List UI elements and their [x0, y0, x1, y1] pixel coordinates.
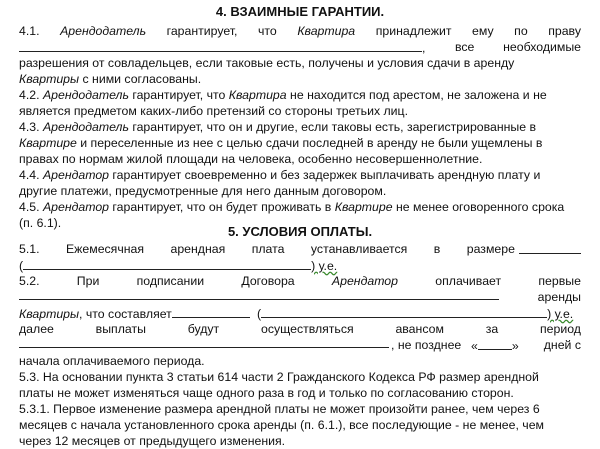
blank-field-sum[interactable]: [172, 305, 250, 318]
clause-5-2-line-5: [19, 337, 581, 353]
text: дней с: [543, 338, 581, 352]
word: праву: [548, 24, 581, 38]
clause-4-5-line-1: [19, 199, 581, 215]
word: гарантирует,: [166, 24, 238, 38]
text: гарантирует, что он будет проживать в: [109, 200, 335, 214]
clause-number: 4.4.: [19, 168, 43, 182]
clause-5-3-line-2: платы не может изменяться чаще одного раза в год и только по согласованию сторон.: [19, 386, 514, 400]
word: аренды: [537, 290, 581, 304]
term-tenant: Арендатор: [42, 200, 110, 214]
word: арендная: [170, 242, 226, 256]
word: ему: [472, 24, 494, 38]
blank-field[interactable]: [19, 39, 422, 52]
clause-4-3-line-3: правах по нормам жилой площади на человека, особенно несовершеннолетние.: [19, 152, 483, 166]
blank-field-sum-words[interactable]: [261, 305, 547, 318]
term-landlord: Арендодатель: [42, 120, 129, 134]
clause-5-1-line-1: [19, 241, 581, 257]
blank-field-months[interactable]: [19, 287, 499, 300]
word: оплачивает: [435, 274, 502, 288]
word: необходимые: [503, 40, 581, 54]
term-apartment: Квартира: [297, 24, 356, 38]
clause-5-1-line-2: [19, 257, 581, 273]
text: гарантирует, что он и другие, если таковы есть, зарегистрированные в: [128, 120, 537, 134]
clause-5-2-line-6: начала оплачиваемого периода.: [19, 354, 205, 368]
clause-4-1-line-1: [19, 23, 581, 39]
section-4-heading: 4. ВЗАИМНЫЕ ГАРАНТИИ.: [215, 4, 385, 19]
term-landlord: Арендодатель: [60, 24, 147, 38]
paren-open: (: [257, 307, 262, 321]
text: , не позднее: [391, 338, 462, 352]
clause-5-3-line-1: 5.3. На основании пункта 3 статьи 614 части 2 Гражданского Кодекса РФ размер арендной: [19, 370, 539, 384]
clause-number: 4.1.: [19, 24, 40, 38]
word: за: [485, 322, 499, 336]
word: по: [514, 24, 528, 38]
word: далее: [19, 322, 54, 336]
clause-number: 4.3.: [19, 120, 43, 134]
text: не менее оговоренного срока: [392, 200, 565, 214]
word: осуществляться: [260, 322, 354, 336]
word: Ежемесячная: [65, 242, 145, 256]
term-tenant: Арендатор: [42, 168, 110, 182]
text: не находится под арестом, не заложена и не: [286, 88, 547, 102]
text: гарантирует, что: [128, 88, 229, 102]
paren-open: (: [19, 259, 24, 273]
word: все: [455, 40, 475, 54]
clause-5-3-1-line-2: месяцев с начала установленного срока аренды (п. 6.1.), все последующие - не менее, чем: [19, 418, 544, 432]
word: принадлежит: [375, 24, 452, 38]
term-apartment: Квартиры: [19, 307, 80, 321]
comma: ,: [422, 41, 426, 55]
clause-number: 4.2.: [19, 88, 43, 102]
clause-4-2-line-1: [19, 87, 581, 103]
clause-4-4-line-1: [19, 167, 581, 183]
clause-number: 5.1.: [19, 242, 40, 256]
clause-4-4-line-2: другие платежи, предусмотренные для него данным договором.: [19, 184, 387, 198]
word: что: [258, 24, 277, 38]
clause-4-1-line-4: [19, 71, 581, 87]
word: авансом: [395, 322, 444, 336]
amount-words-group: [257, 305, 573, 322]
blank-field-period[interactable]: [19, 335, 389, 348]
clause-5-2-line-2: [19, 289, 581, 305]
days-group: [471, 337, 519, 354]
text: и переселенные из нее с целью сдачи последней в аренду не были ущемлены в: [76, 136, 543, 150]
quote-open: «: [471, 339, 478, 353]
word: При: [76, 274, 100, 288]
clause-4-3-line-2: [19, 135, 581, 151]
word: размере: [466, 242, 515, 256]
blank-field-amount-words[interactable]: [23, 257, 311, 270]
word: период: [539, 322, 581, 336]
word: подписании: [136, 274, 205, 288]
section-5-heading: 5. УСЛОВИЯ ОПЛАТЫ.: [227, 224, 373, 239]
term-apartment: Квартире: [334, 200, 393, 214]
text: гарантирует своевременно и без задержек выплачивать арендную плату и: [109, 168, 541, 182]
text: , что составляет: [79, 307, 172, 321]
word: будут: [187, 322, 220, 336]
currency-label: ) у.е.: [311, 259, 338, 273]
currency-label: ) у.е.: [547, 307, 574, 321]
clause-5-3-1-line-1: 5.3.1. Первое изменение размера арендной платы не может произойти ранее, чем через 6: [19, 402, 540, 416]
term-apartment: Квартире: [19, 136, 77, 150]
blank-field-days[interactable]: [478, 337, 512, 350]
quote-close: »: [511, 339, 519, 353]
text: с ними согласованы.: [79, 72, 202, 86]
clause-number: 5.2.: [19, 274, 40, 288]
clause-number: 4.5.: [19, 200, 43, 214]
justified-text: [19, 241, 515, 257]
word: выплаты: [95, 322, 146, 336]
clause-4-1-line-3: разрешения от совладельцев, если таковые есть, получены и условия сдачи в аренду: [19, 56, 515, 70]
word: плата: [251, 242, 285, 256]
clause-4-3-line-1: [19, 119, 581, 135]
clause-5-2-line-3: [19, 305, 581, 321]
clause-4-1-line-2: [19, 39, 581, 55]
term-apartment: Квартира: [228, 88, 287, 102]
word: в: [433, 242, 441, 256]
clause-5-3-1-line-3: через 12 месяцев от предыдущего изменения.: [19, 434, 286, 448]
word: Договора: [241, 274, 295, 288]
word: устанавливается: [310, 242, 408, 256]
term-apartment: Квартиры: [19, 72, 80, 86]
clause-4-5-line-2: (п. 6.1).: [19, 216, 62, 230]
clause-4-2-line-2: является предметом каких-либо претензий со стороны третьих лиц.: [19, 104, 409, 118]
word: первые: [538, 274, 581, 288]
blank-field-amount[interactable]: [519, 241, 581, 254]
term-landlord: Арендодатель: [42, 88, 129, 102]
term-tenant: Арендатор: [331, 274, 398, 288]
